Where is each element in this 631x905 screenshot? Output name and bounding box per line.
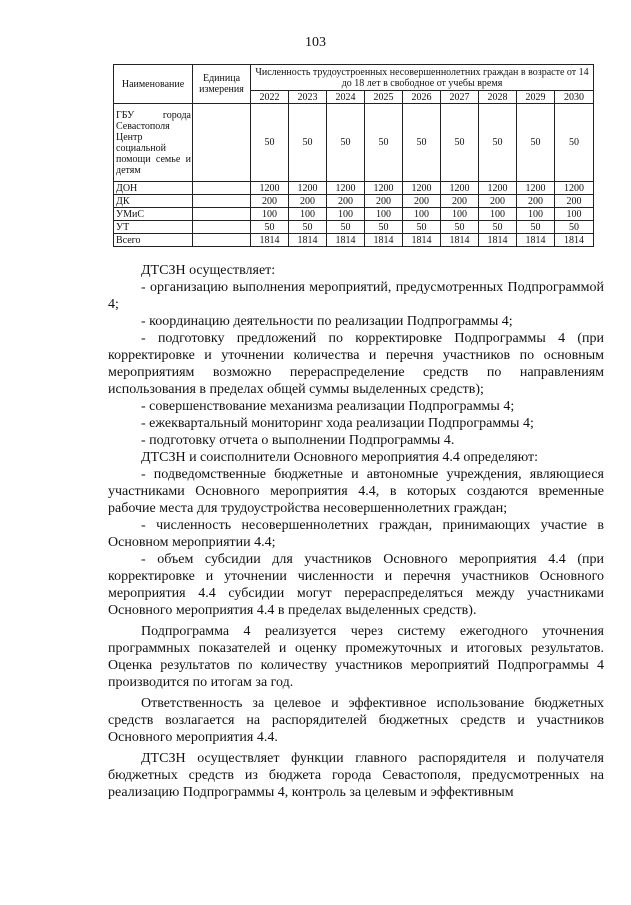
table-cell: 100: [327, 208, 365, 221]
list-item: - ежеквартальный мониторинг хода реализации Подпрограммы 4;: [141, 416, 534, 431]
table-cell: 1814: [517, 234, 555, 247]
table-cell: 100: [251, 208, 289, 221]
table-cell: 1200: [327, 182, 365, 195]
table-cell: 50: [403, 104, 441, 182]
list-item: - подведомственные бюджетные и автономные учреждения, являющиеся участниками Основного мероприятия 4.4, в которых создаются временные рабочие места для трудоустройства несовершеннолетних граждан;: [108, 467, 604, 516]
table-cell: 50: [289, 104, 327, 182]
table-cell: 50: [555, 221, 594, 234]
row-unit: [193, 104, 251, 182]
table-cell: 50: [327, 221, 365, 234]
table-cell: 50: [517, 104, 555, 182]
table-cell: 50: [403, 221, 441, 234]
header-year: 2022: [251, 91, 289, 104]
table-cell: 100: [403, 208, 441, 221]
table-cell: 1814: [403, 234, 441, 247]
header-year: 2026: [403, 91, 441, 104]
table-cell: 1814: [289, 234, 327, 247]
table-cell: 100: [365, 208, 403, 221]
table-cell: 200: [517, 195, 555, 208]
table-cell: 1814: [441, 234, 479, 247]
list-item: - объем субсидии для участников Основного мероприятия 4.4 (при корректировке и уточнении численности и перечня участников Основного мероприятия 4.4 субсидии могут перераспределяться между участниками Основного мероприятия 4.4 в пределах выделенных средств).: [108, 552, 604, 618]
table-cell: 1200: [441, 182, 479, 195]
list-item: - подготовку предложений по корректировке Подпрограммы 4 (при корректировке и уточнении количества и перечня участников по основным мероприятиям возможно перераспределение средств по направлениям использования в пределах общей суммы выделенных средств);: [108, 331, 604, 397]
table-cell: 50: [441, 104, 479, 182]
table-cell: 200: [479, 195, 517, 208]
table-cell: 200: [365, 195, 403, 208]
row-unit: [193, 221, 251, 234]
table-row: [114, 104, 594, 182]
header-unit: Единица измерения: [193, 65, 251, 104]
row-name: ГБУ города Севастополя Центр социальной помощи семье и детям: [114, 104, 193, 182]
list-item: - координацию деятельности по реализации Подпрограммы 4;: [141, 314, 513, 329]
row-unit: [193, 195, 251, 208]
table-cell: 50: [441, 221, 479, 234]
table-cell: 1200: [251, 182, 289, 195]
table-cell: 200: [289, 195, 327, 208]
list-item: - подготовку отчета о выполнении Подпрограммы 4.: [141, 433, 455, 448]
table-cell: 50: [555, 104, 594, 182]
row-name: УМиС: [114, 208, 193, 221]
table-cell: 50: [479, 104, 517, 182]
table-cell: 1814: [327, 234, 365, 247]
paragraph: ДТСЗН и соисполнители Основного мероприятия 4.4 определяют:: [141, 450, 538, 465]
paragraph: ДТСЗН осуществляет функции главного распорядителя и получателя бюджетных средств из бюджета города Севастополя, предусмотренных на реализацию Подпрограммы 4, контроль за целевым и эффективным: [108, 751, 604, 800]
table-cell: 1200: [479, 182, 517, 195]
header-year: 2030: [555, 91, 594, 104]
row-unit: [193, 208, 251, 221]
table-cell: 100: [517, 208, 555, 221]
table-cell: 50: [251, 104, 289, 182]
table-cell: 1200: [403, 182, 441, 195]
row-name: ДОН: [114, 182, 193, 195]
table-cell: 1200: [365, 182, 403, 195]
table-cell: 200: [441, 195, 479, 208]
table-row: [114, 221, 594, 234]
header-year: 2028: [479, 91, 517, 104]
table-row-total: [114, 234, 594, 247]
paragraph: ДТСЗН осуществляет:: [141, 263, 276, 278]
table-cell: 50: [365, 221, 403, 234]
table-cell: 100: [479, 208, 517, 221]
table-cell: 50: [365, 104, 403, 182]
table-cell: 200: [251, 195, 289, 208]
table-cell: 50: [479, 221, 517, 234]
table-cell: 1200: [517, 182, 555, 195]
table-cell: 200: [403, 195, 441, 208]
list-item: - совершенствование механизма реализации Подпрограммы 4;: [141, 399, 515, 414]
table-cell: 1200: [289, 182, 327, 195]
row-unit: [193, 234, 251, 247]
header-year: 2029: [517, 91, 555, 104]
table-cell: 100: [555, 208, 594, 221]
table-cell: 50: [251, 221, 289, 234]
table-cell: 50: [289, 221, 327, 234]
table-cell: 1814: [365, 234, 403, 247]
header-year: 2027: [441, 91, 479, 104]
table-cell: 200: [327, 195, 365, 208]
table-header: [114, 65, 594, 104]
table-row: [114, 182, 594, 195]
document-body: [108, 262, 604, 801]
table-cell: 50: [327, 104, 365, 182]
row-name: Всего: [114, 234, 193, 247]
table-cell: 50: [517, 221, 555, 234]
list-item: - организацию выполнения мероприятий, предусмотренных Подпрограммой 4;: [108, 280, 604, 312]
header-year: 2023: [289, 91, 327, 104]
row-name: ДК: [114, 195, 193, 208]
table-body: [114, 104, 594, 247]
data-table: [113, 64, 594, 247]
table-cell: 1814: [555, 234, 594, 247]
paragraph: Подпрограмма 4 реализуется через систему ежегодного уточнения программных показателей и оценку промежуточных и итоговых результатов. Оценка результатов по количеству участников мероприятий Подпрограммы 4 производится по итогам за год.: [108, 624, 604, 690]
header-year: 2025: [365, 91, 403, 104]
list-item: - численность несовершеннолетних граждан, принимающих участие в Основном мероприятии 4.4;: [108, 518, 604, 550]
row-name: УТ: [114, 221, 193, 234]
table-row: [114, 195, 594, 208]
header-year: 2024: [327, 91, 365, 104]
row-unit: [193, 182, 251, 195]
table-cell: 200: [555, 195, 594, 208]
table-cell: 1814: [251, 234, 289, 247]
header-group: Численность трудоустроенных несовершеннолетних граждан в возрасте от 14 до 18 лет в свободное от учебы время: [251, 65, 594, 91]
table-cell: 100: [289, 208, 327, 221]
table-cell: 100: [441, 208, 479, 221]
paragraph: Ответственность за целевое и эффективное использование бюджетных средств возлагается на распорядителей бюджетных средств и участников Основного мероприятия 4.4.: [108, 696, 604, 745]
page-number: 103: [305, 35, 326, 50]
table-cell: 1200: [555, 182, 594, 195]
table-row: [114, 208, 594, 221]
table-cell: 1814: [479, 234, 517, 247]
header-name: Наименование: [114, 65, 193, 104]
